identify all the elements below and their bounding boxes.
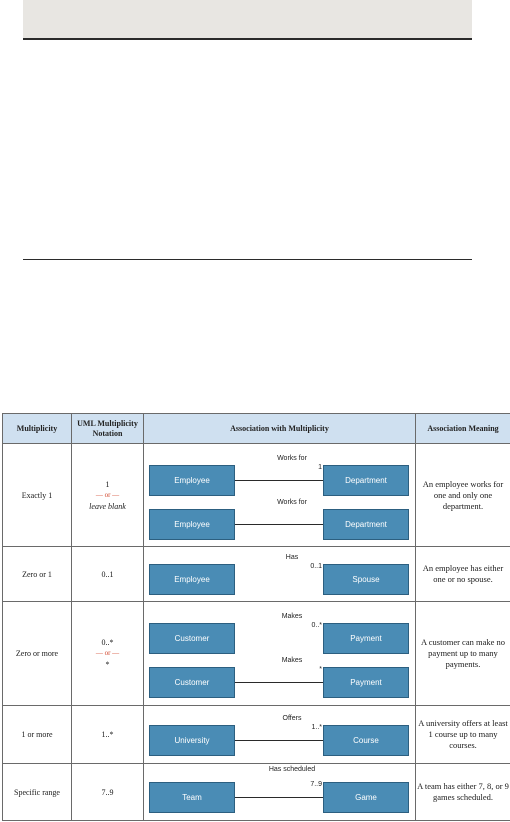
multiplicity-mark: 7..9 (310, 781, 322, 788)
association (144, 611, 415, 655)
header-association: Association with Multiplicity (144, 414, 416, 444)
multiplicity-mark: 0..* (311, 622, 322, 629)
notation-alt: * (105, 660, 110, 669)
association (144, 655, 415, 699)
notation-value: 7..9 (101, 787, 114, 797)
notation-value: 0..1 (101, 569, 114, 579)
association-verb: Makes (281, 657, 303, 664)
multiplicity-mark: 1..* (311, 723, 322, 731)
notation-or: — or — (95, 649, 120, 657)
association-diagram (144, 764, 416, 821)
association-diagram (144, 602, 416, 706)
notation-cell (72, 764, 144, 821)
association-diagram (144, 444, 416, 547)
association-verb: Works for (277, 499, 307, 506)
class-box: Department (323, 509, 409, 540)
association-diagram (144, 706, 416, 764)
header-band (23, 0, 472, 38)
notation-cell (72, 547, 144, 602)
meaning-cell: An employee works for one and only one department. (416, 444, 510, 547)
class-box: Spouse (323, 564, 409, 595)
divider-rule (23, 38, 472, 40)
table-row (3, 602, 510, 706)
notation-cell (72, 444, 144, 547)
multiplicity-mark: * (319, 666, 322, 673)
divider-rule (23, 259, 472, 260)
association-verb: Has (285, 554, 299, 561)
class-box: Payment (323, 667, 409, 698)
meaning-cell: A university offers at least 1 course up to many courses. (416, 706, 510, 764)
table-row (3, 444, 510, 547)
association-line (235, 797, 323, 798)
table-row (3, 547, 510, 602)
class-box: Customer (149, 623, 235, 654)
notation-value: 1..* (101, 730, 114, 739)
notation-cell (72, 706, 144, 764)
meaning-cell: A customer can make no payment up to many payments. (416, 602, 510, 706)
association-verb: Makes (281, 613, 303, 620)
multiplicity-mark: 1 (318, 464, 322, 471)
association (144, 497, 415, 541)
meaning-cell: An employee has either one or no spouse. (416, 547, 510, 602)
class-box: Team (149, 782, 235, 813)
header-meaning: Association Meaning (416, 414, 510, 444)
association-verb: Offers (282, 714, 302, 722)
class-box: University (149, 725, 235, 756)
multiplicity-cell: Zero or 1 (3, 547, 72, 602)
table-header-row (3, 414, 510, 444)
multiplicity-cell: Zero or more (3, 602, 72, 706)
association (144, 552, 415, 596)
multiplicity-cell: Exactly 1 (3, 444, 72, 547)
class-box: Employee (149, 509, 235, 540)
association-verb: Works for (277, 455, 307, 462)
table-row (3, 706, 510, 764)
class-box: Course (323, 725, 409, 756)
class-box: Employee (149, 465, 235, 496)
multiplicity-cell: 1 or more (3, 706, 72, 764)
association (144, 766, 415, 814)
association-line (235, 524, 323, 525)
notation-value: 0..* (101, 638, 114, 647)
class-box: Department (323, 465, 409, 496)
meaning-cell: A team has either 7, 8, or 9 games scheduled. (416, 764, 510, 821)
association (144, 713, 415, 757)
header-notation: UML Multiplicity Notation (72, 414, 144, 444)
association-line (235, 682, 323, 683)
table-row (3, 764, 510, 821)
class-box: Payment (323, 623, 409, 654)
multiplicity-mark: 0..1 (310, 563, 322, 570)
class-box: Game (323, 782, 409, 813)
association-diagram (144, 547, 416, 602)
association (144, 453, 415, 497)
association-verb: Has scheduled (268, 766, 316, 773)
notation-or: — or — (95, 490, 120, 499)
header-multiplicity: Multiplicity (3, 414, 72, 444)
notation-value: 1 (105, 479, 110, 489)
association-line (235, 740, 323, 741)
multiplicity-table (2, 413, 510, 821)
notation-cell (72, 602, 144, 706)
association-line (235, 480, 323, 481)
class-box: Customer (149, 667, 235, 698)
class-box: Employee (149, 564, 235, 595)
notation-alt: leave blank (89, 501, 126, 511)
multiplicity-cell: Specific range (3, 764, 72, 821)
